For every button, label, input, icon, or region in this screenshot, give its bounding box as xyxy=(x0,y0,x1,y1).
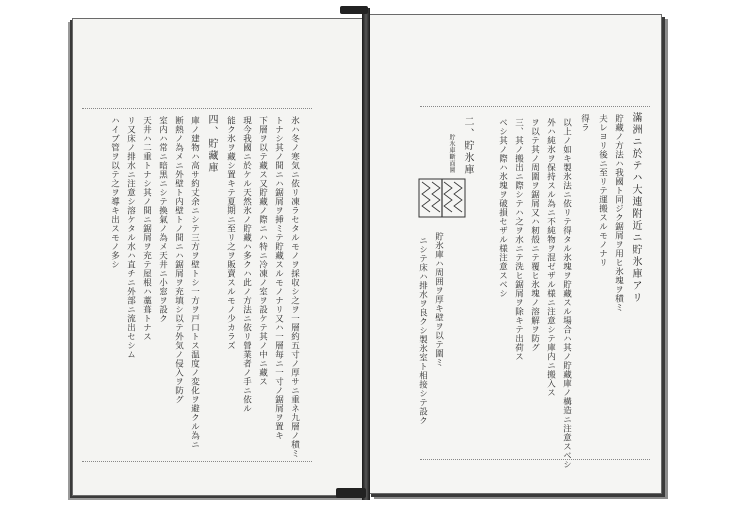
left-column-2: トナシ其ノ間ニハ鋸屑ヲ挿ミテ貯藏スルモノナリ又ハ一層毎ニ一寸ノ鋸屑ヲ置キ xyxy=(273,116,284,440)
left-column-4: 現今我國ニ於ケル天然氷ノ貯藏ハ多クハ此ノ方法ニ依リ營業者ノ手ニ依ル xyxy=(241,116,252,413)
left-column-8: 室内ハ常ニ暗黒ニシテ換氣ノ為メ天井ニ小窓ヲ設ク xyxy=(157,116,168,323)
right-column-1: 以上ノ如キ製氷法ニ依リテ得タル氷塊ヲ貯藏スル場合ハ其ノ貯藏庫ノ構造ニ注意スベシ xyxy=(561,118,572,469)
left-column-10: リ又床ノ排水ニ注意シ溶ケタル水ハ直チニ外部ニ流出セシム xyxy=(125,116,136,359)
right-column-2: 外ハ純氷ヲ保持スル為ニ不純物ヲ混ゼザル様ニ注意シテ庫内ニ搬入ス xyxy=(545,118,556,397)
diagram-caption: 貯氷庫斷面圖 xyxy=(448,134,455,173)
right-top-column-4: 得ラ xyxy=(579,114,590,132)
binding-blemish xyxy=(340,6,368,14)
left-column-11: ハイブ管ヲ以テ之ヲ導キ出スモノ多シ xyxy=(109,116,120,269)
left-column-7: 断熱ノ為メニ外壁ト内壁トノ間ニハ鋸屑ヲ充填シ以テ外気ノ侵入ヲ防グ xyxy=(173,116,184,404)
right-bottom-column-2: ニシテ床ハ排水ヲ良クシ製氷室ト相接シテ設ク xyxy=(417,236,428,425)
right-column-5: ベシ其ノ際ハ氷塊ヲ破損セザル様注意スベシ xyxy=(497,118,508,298)
right-column-3: ヲ以テ其ノ周圍ヲ鋸屑又ハ籾殻ニテ覆ヒ氷塊ノ溶解ヲ防グ xyxy=(529,118,540,352)
binding-blemish xyxy=(336,488,366,498)
left-column-1: 氷ハ冬ノ寒気ニ依リ凍ラセタルモノヲ採収シ之ヲ一層約五寸ノ厚サニ重ネ九層ノ積ミ xyxy=(289,116,300,458)
left-column-6: 庫ノ建物ハ高サ約丈余ニシテ三方ヲ壁トシ一方ヲ戸口トス温度ノ変化ヲ避クル為ニ xyxy=(189,116,200,449)
right-section-heading: 二、貯氷庫 xyxy=(462,116,473,176)
left-section-heading: 四、貯藏庫 xyxy=(206,114,217,174)
ice-storage-cross-section-diagram xyxy=(418,178,466,218)
right-top-column-3: 夫レヨリ後ニ至リテ運搬スルモノナリ xyxy=(597,114,608,267)
right-top-heading: 滿洲ニ於テハ大連附近ニ貯氷庫アリ xyxy=(630,112,641,304)
right-top-column-2: 貯藏ノ方法ハ我國ト同ジク鋸屑ヲ用ヒ氷塊ヲ積ミ xyxy=(613,114,624,312)
left-column-5: 能ク氷ヲ藏シ置キテ夏期ニ至リ之ヲ販賣スルモノ少カラズ xyxy=(225,116,236,350)
left-column-9: 天井ハ二重トナシ其ノ間ニ鋸屑ヲ充テ屋根ハ藁葺トナス xyxy=(141,116,152,341)
book-spine xyxy=(362,8,370,500)
left-column-3: 下層ヲ以テ藏ス又貯藏ノ際ニハ特ニ冷凍ノ室ヲ設ケテ其ノ中ニ藏ス xyxy=(257,116,268,386)
right-column-4: 三、其ノ搬出ニ際シテハ之ヲ水ニテ洗ヒ鋸屑ヲ除キテ出荷ス xyxy=(513,118,524,361)
right-bottom-column-1: 貯氷庫ハ周囲ヲ厚キ壁ヲ以テ圍ミ xyxy=(433,232,444,367)
